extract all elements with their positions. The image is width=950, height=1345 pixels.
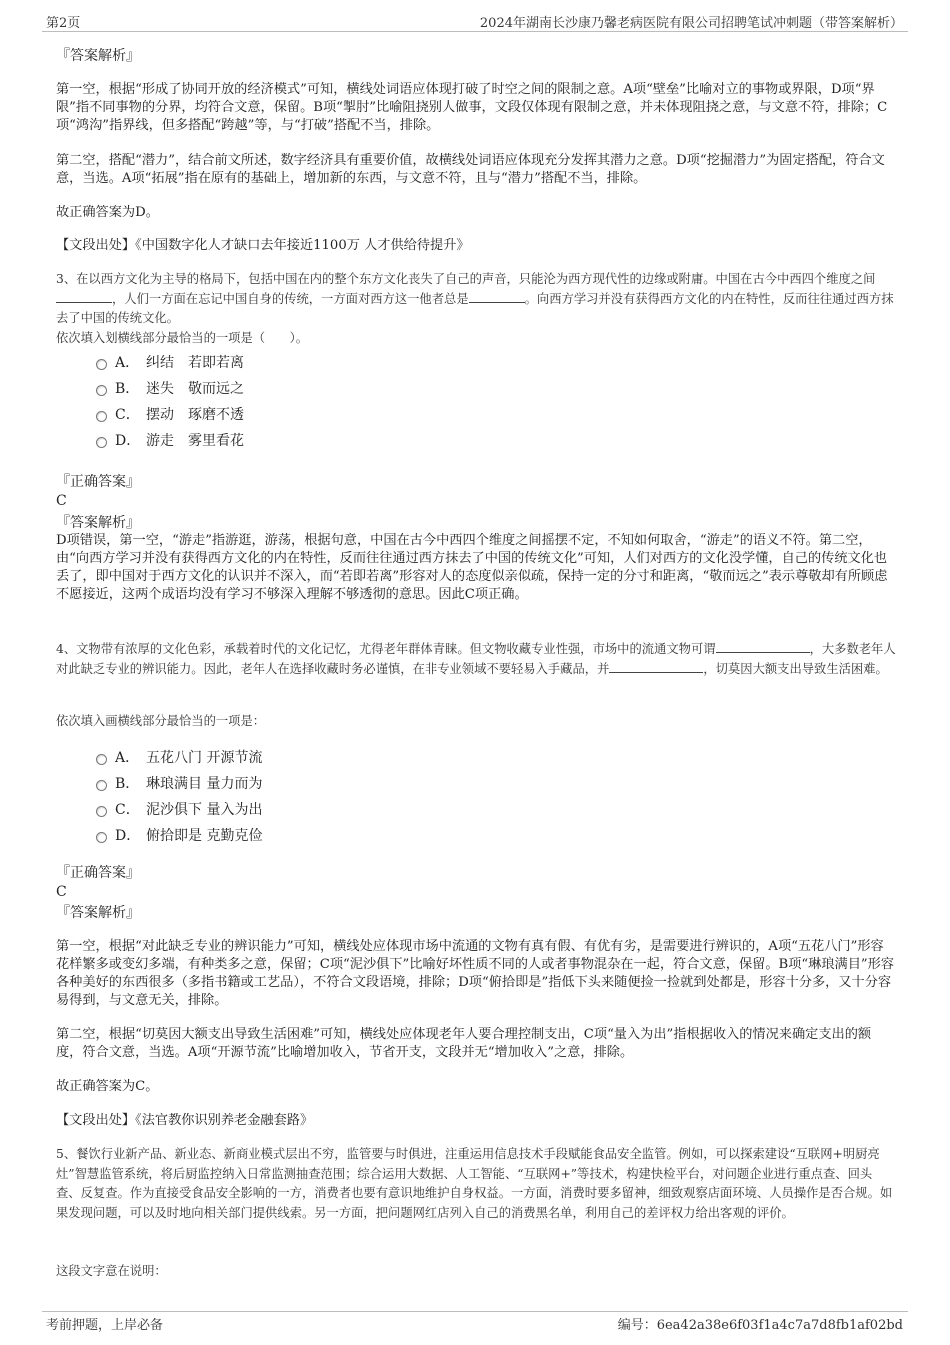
page-header <box>0 0 950 34</box>
document-code <box>618 1314 903 1333</box>
q2-analysis-para1: 第一空，根据“形成了协同开放的经济模式”可知，横线处词语应体现打破了时空之间的限制之意。A项“壁垒”比喻对立的事物或界限，D项“界限”指不同事物的分界，均符合文意，保留。B项“掣肘”比喻阻挠别人做事，文段仅体现有限制之意，并未体现阻挠之意，与文意不符，排除；C项“鸿沟”指界线，但多搭配“跨越”等，与“打破”搭配不当，排除。 <box>56 82 888 133</box>
page-number: 第2页 <box>46 16 81 31</box>
option-letter: B． <box>115 381 140 397</box>
header-divider <box>42 31 908 32</box>
q2-analysis-para2: 第二空，搭配“潜力”，结合前文所述，数字经济具有重要价值，故横线处词语应体现充分发挥其潜力之意。D项“挖掘潜力”为固定搭配，符合文意，当选。A项“拓展”指在原有的基础上，增加新的东西，与文意不符，且与“潜力”搭配不当，排除。 <box>56 153 885 186</box>
option-text: 五花八门 开源节流 <box>146 750 263 766</box>
option-text: 纠结 若即若离 <box>146 355 244 371</box>
footer-divider <box>42 1311 908 1312</box>
radio-icon[interactable] <box>96 437 107 448</box>
q4-correct-label: 『正确答案』 <box>56 865 140 881</box>
q5-stem: 5、餐饮行业新产品、新业态、新商业模式层出不穷，监管要与时俱进，注重运用信息技术手段赋能食品安全监管。例如，可以探索建设“互联网+明厨亮灶”智慧监管系统，将后厨监控纳入日常监测抽查范围；综合运用大数据、人工智能、“互联网+”等技术，构建快检平台，对问题企业进行重点查、回头查、反复查。作为直接受食品安全影响的一方，消费者也要有意识地维护自身权益。一方面，消费时要多留神，细致观察店面环境、人员操作是否合规。如果发现问题，可以及时地向相关部门提供线索。另一方面，把问题网红店列入自己的消费黑名单，利用自己的差评权力给出客观的评价。 <box>56 1147 893 1220</box>
q3-blank-1 <box>56 290 112 303</box>
q4-blank-1 <box>716 640 810 653</box>
q3-correct-answer: C <box>56 493 67 509</box>
option-letter: B． <box>115 776 140 792</box>
q4-instruction: 依次填入画横线部分最恰当的一项是： <box>56 714 266 728</box>
q2-source-label: 【文段出处】 <box>56 238 136 253</box>
q4-analysis-para1: 第一空，根据“对此缺乏专业的辨识能力”可知，横线处应体现市场中流通的文物有真有假、有优有劣，是需要进行辨识的，A项“五花八门”形容花样繁多或变幻多端，有种类多之意，保留；C项“泥沙俱下”比喻好坏性质不同的人或者事物混杂在一起，符合文意，保留。B项“琳琅满目”形容各种美好的东西很多（多指书籍或工艺品），不符合文段语境，排除；D项“俯拾即是”指低下头来随便捡一捡就到处都是，形容十分多，又十分容易得到，与文意无关，排除。 <box>56 939 894 1008</box>
q2-source-title: 《中国数字化人才缺口去年接近1100万 人才供给待提升》 <box>135 238 470 253</box>
footer-slogan: 考前押题，上岸必备 <box>46 1318 164 1333</box>
q4-correct-answer: C <box>56 884 67 900</box>
q3-analysis-label: 『答案解析』 <box>56 515 140 531</box>
q3-stem-part1: 3、在以西方文化为主导的格局下，包括中国在内的整个东方文化丧失了自己的声音，只能沦为西方现代性的边缘或附庸。中国在古今中西四个维度之间 <box>56 272 876 286</box>
q4-source <box>56 1112 896 1130</box>
radio-icon[interactable] <box>96 411 107 422</box>
q4-conclusion: 故正确答案为C。 <box>56 1079 159 1094</box>
q4-stem <box>56 640 896 679</box>
option-text: 琳琅满目 量力而为 <box>146 776 263 792</box>
q3-blank-2 <box>469 290 525 303</box>
q3-instruction: 依次填入划横线部分最恰当的一项是（ ）。 <box>56 331 309 345</box>
radio-icon[interactable] <box>96 359 107 370</box>
q2-conclusion: 故正确答案为D。 <box>56 205 159 220</box>
q2-source <box>56 237 896 255</box>
q3-stem-part2: ，人们一方面在忘记中国自身的传统，一方面对西方这一他者总是 <box>112 291 469 306</box>
q4-stem-part1: 4、文物带有浓厚的文化色彩，承载着时代的文化记忆，尤得老年群体青睐。但文物收藏专业性强，市场中的流通文物可谓 <box>56 642 716 656</box>
radio-icon[interactable] <box>96 754 107 765</box>
option-letter: A． <box>115 355 140 371</box>
option-letter: A． <box>115 750 140 766</box>
document-code-label: 编号： <box>617 1318 657 1333</box>
q5-instruction: 这段文字意在说明： <box>56 1264 167 1278</box>
q4-source-title: 《法官教你识别养老金融套路》 <box>135 1113 314 1128</box>
q3-stem <box>56 270 896 329</box>
option-text: 摆动 琢磨不透 <box>146 407 244 423</box>
q3-correct-label: 『正确答案』 <box>56 474 140 490</box>
q3-stem-part3: 。向西方学习并没有获得西方文化的内在特性，反而往往通过西方抹去了中国的传统文化。 <box>56 291 894 325</box>
option-text: 游走 雾里看花 <box>146 433 244 449</box>
option-text: 泥沙俱下 量入为出 <box>146 802 263 818</box>
document-title: 2024年湖南长沙康乃馨老病医院有限公司招聘笔试冲刺题（带答案解析） <box>479 16 903 31</box>
q4-stem-part2: ，大多数老年人对此缺乏专业的辨识能力。因此，老年人在选择收藏时务必谨慎，在非专业领域不要轻易入手藏品，并 <box>56 642 896 676</box>
radio-icon[interactable] <box>96 832 107 843</box>
option-letter: D． <box>115 433 141 449</box>
q4-stem-part3: ，切莫因大额支出导致生活困难。 <box>703 661 888 676</box>
option-text: 迷失 敬而远之 <box>146 381 244 397</box>
radio-icon[interactable] <box>96 385 107 396</box>
q4-source-label: 【文段出处】 <box>56 1113 136 1128</box>
q2-analysis-label: 『答案解析』 <box>56 48 140 64</box>
radio-icon[interactable] <box>96 806 107 817</box>
option-letter: D． <box>115 828 141 844</box>
q3-analysis: D项错误，第一空，“游走”指游逛，游荡，根据句意，中国在古今中西四个维度之间摇摆不定，不知如何取舍，“游走”的语义不符。第二空，由“向西方学习并没有获得西方文化的内在特性，反而往往通过西方抹去了中国的传统文化”可知，人们对西方的文化没学懂，自己的传统文化也丢了，即中国对于西方文化的认识并不深入，而“若即若离”形容对人的态度似亲似疏，保持一定的分寸和距离，“敬而远之”表示尊敬却有所顾虑不愿接近，这两个成语均没有学习不够深入理解不够透彻的意思。因此C项正确。 <box>56 533 888 602</box>
option-letter: C． <box>115 407 140 423</box>
radio-icon[interactable] <box>96 780 107 791</box>
q4-analysis-label: 『答案解析』 <box>56 905 140 921</box>
q4-analysis-para2: 第二空，根据“切莫因大额支出导致生活困难”可知，横线处应体现老年人要合理控制支出，C项“量入为出”指根据收入的情况来确定支出的额度，符合文意，当选。A项“开源节流”比喻增加收入，节省开支，文段并无“增加收入”之意，排除。 <box>56 1027 872 1060</box>
option-letter: C． <box>115 802 140 818</box>
option-text: 俯拾即是 克勤克俭 <box>146 828 263 844</box>
q4-blank-2 <box>609 660 703 673</box>
document-code-value: 6ea42a38e6f03f1a4c7a7d8fb1af02bd <box>656 1318 903 1333</box>
